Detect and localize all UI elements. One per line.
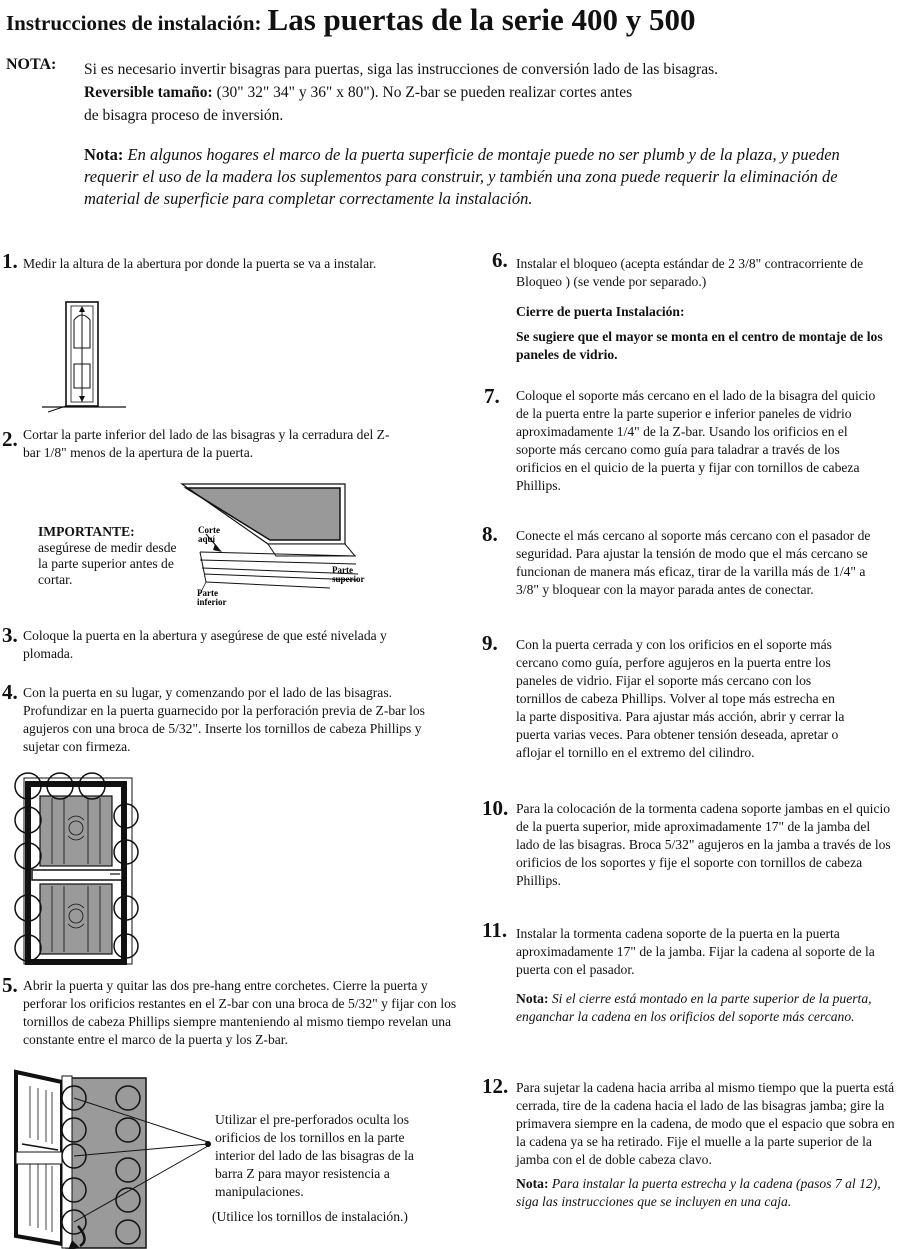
- step-2-number: 2.: [2, 427, 18, 451]
- important-text: asegúrese de medir desde la parte superior antes de cortar.: [38, 540, 177, 587]
- step-11-text: Instalar la tormenta cadena soporte de la puerta en la puerta aproximadamente 17" de la jamba. Fijar la cadena al soporte de la puerta con el pasador.: [516, 926, 875, 977]
- step-10-number: 10.: [482, 796, 509, 820]
- fig2-aqui: aquí: [198, 534, 216, 544]
- nota-note-label: Nota:: [84, 145, 124, 164]
- reversible-text: (30" 32" 34" y 36" x 80"). No Z-bar se pueden realizar cortes antes: [212, 84, 633, 101]
- step-12-number: 12.: [482, 1074, 509, 1098]
- step-7-number: 7.: [484, 384, 500, 408]
- fig2-superior: superior: [332, 574, 365, 584]
- step-10-text: Para la colocación de la tormenta cadena soporte jambas en el quicio de la puerta superior, mide aproximadamente 17" de la jamba del lado de las bisagras. Broca 5/32" agujeros en la jamba a través de los orificios de los soportes y fije el soporte con tornillos de cabeza Phillips.: [516, 801, 891, 888]
- reversible-label: Reversible tamaño:: [84, 84, 213, 101]
- nota-line2: [84, 81, 884, 104]
- step-11-note-text: Si el cierre está montado en la parte superior de la puerta, enganchar la cadena en los orificios del soporte más cercano.: [516, 991, 872, 1024]
- fig2-parte-inf: Parte: [197, 588, 218, 598]
- important-box: [38, 524, 188, 588]
- fig2-corte: Corte: [198, 525, 220, 535]
- nota-label: NOTA:: [6, 56, 57, 73]
- important-label: IMPORTANTE:: [38, 524, 135, 539]
- door-holes-illustration: [10, 770, 140, 966]
- hinge-side-illustration: [8, 1064, 213, 1249]
- closer-install-text: Se sugiere que el mayor se monta en el centro de montaje de los paneles de vidrio.: [516, 329, 883, 362]
- step-7-text: Coloque el soporte más cercano en el lado de la bisagra del quicio de la puerta entre la parte superior e inferior paneles de vidrio aproximadamente 1/4" de la Z-bar. Usando los orificios en el soporte más cercano como guía para taladrar a través de los orificios en el quicio de la puerta y fijar con tornillos de cabeza Phillips.: [516, 388, 876, 493]
- closer-install-title: Cierre de puerta Instalación:: [516, 304, 685, 319]
- step-4-number: 4.: [2, 680, 18, 704]
- step-12-note-text: Para instalar la puerta estrecha y la cadena (pasos 7 al 12), siga las instrucciones que se incluyen en una caja.: [516, 1176, 881, 1209]
- step-11-number: 11.: [482, 918, 508, 942]
- nota-note-text: En algunos hogares el marco de la puerta superficie de montaje puede no ser plumb y de la plaza, y pueden requerir el uso de la madera los suplementos para construir, y también una zona puede requerir la eliminación de material de superficie para completar correctamente la instalación.: [84, 145, 840, 208]
- step-8-text: Conecte el más cercano al soporte más cercano con el pasador de seguridad. Para ajustar la tensión de modo que el más cercano se funcionan de manera más eficaz, tirar de la varilla más de 1/4" a 3/8" y bloquear con la mayor parada antes de conectar.: [516, 528, 871, 597]
- step-2-text: Cortar la parte inferior del lado de las bisagras y la cerradura del Z-bar 1/8" menos de la apertura de la puerta.: [23, 427, 390, 460]
- nota-line1: Si es necesario invertir bisagras para puertas, siga las instrucciones de conversión lado de las bisagras.: [84, 61, 719, 78]
- fig5-text: Utilizar el pre-perforados oculta los orificios de los tornillos en la parte interior del lado de las bisagras de la barra Z para mayor resistencia a manipulaciones.: [215, 1112, 414, 1199]
- step-4-text: Con la puerta en su lugar, y comenzando por el lado de las bisagras. Profundizar en la puerta guarnecido por la perforación previa de Z-bar los agujeros con una broca de 5/32". Inserte los tornillos de cabeza Phillips y sujetar con firmeza.: [23, 685, 425, 754]
- step-11-note: [516, 990, 886, 1026]
- step-1-number: 1.: [2, 249, 18, 273]
- fig5-note: (Utilice los tornillos de instalación.): [212, 1209, 408, 1224]
- step-3-number: 3.: [2, 623, 18, 647]
- step-5-number: 5.: [2, 973, 18, 997]
- page-title: [6, 2, 695, 38]
- door-measure-illustration: [38, 298, 128, 413]
- title-main: Las puertas de la serie 400 y 500: [267, 2, 696, 37]
- step-11-note-label: Nota:: [516, 991, 549, 1006]
- nota-italic: [84, 144, 874, 210]
- step-12-text: Para sujetar la cadena hacia arriba al mismo tiempo que la puerta está cerrada, tire de la cadena hacia el lado de las bisagras jamba; gire la primavera siempre en la cadena, de modo que el espacio que sobra en la cadena ya se ha retirado. Fije el muelle a la parte superior de la jamba con el de doble cabeza clavo.: [516, 1080, 895, 1167]
- zbar-cut-illustration: [180, 482, 370, 610]
- step-12-note: [516, 1175, 896, 1211]
- fig2-parte-sup: Parte: [332, 565, 353, 575]
- step-5-text: Abrir la puerta y quitar las dos pre-hang entre corchetes. Cierre la puerta y perforar los orificios restantes en el Z-bar con una broca de 5/32" y fijar con los tornillos de cabeza Phillips siempre manteniendo al mismo tiempo revelan una constante entre el marco de la puerta y los Z-bar.: [23, 978, 457, 1047]
- fig2-inferior: inferior: [197, 597, 227, 607]
- step-9-text: Con la puerta cerrada y con los orificios en el soporte más cercano como guía, perfore agujeros en la puerta entre los paneles de vidrio. Fijar el soporte más cercano con los tornillos de cabeza Phillips. Volver al tope más estrecha en la parte dispositiva. Para ajustar más acción, abrir y cerrar la puerta varias veces. Para obtener tensión deseada, apretar o aflojar el tornillo en el extremo del cilindro.: [516, 637, 845, 760]
- nota-line3: de bisagra proceso de inversión.: [84, 107, 284, 124]
- step-3-text: Coloque la puerta en la abertura y asegúrese de que esté nivelada y plomada.: [23, 628, 387, 661]
- step-8-number: 8.: [482, 522, 498, 546]
- step-6-number: 6.: [492, 248, 508, 272]
- step-1-text: Medir la altura de la abertura por donde la puerta se va a instalar.: [23, 256, 377, 271]
- step-12-note-label: Nota:: [516, 1176, 549, 1191]
- title-prefix: Instrucciones de instalación:: [6, 11, 262, 35]
- step-9-number: 9.: [482, 631, 498, 655]
- step-6-text: Instalar el bloqueo (acepta estándar de 2 3/8" contracorriente de Bloqueo ) (se vende por separado.): [516, 256, 864, 289]
